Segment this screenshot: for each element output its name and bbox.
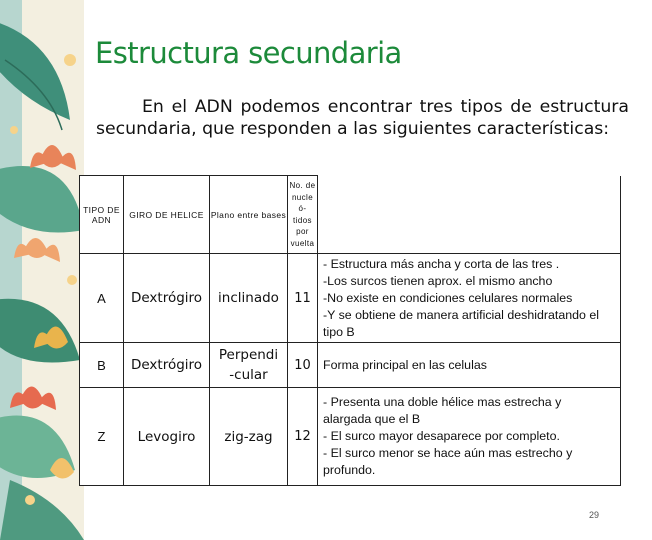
header-blank <box>318 176 621 254</box>
page-number: 29 <box>589 510 600 520</box>
desc-line: Forma principal en las celulas <box>323 357 487 372</box>
cell-tipo: A <box>80 254 124 343</box>
cell-caracteristicas <box>318 388 621 486</box>
cell-caracteristicas <box>318 254 621 343</box>
floral-decoration <box>0 0 84 540</box>
table-header-row <box>80 176 621 254</box>
cell-plano <box>210 343 288 388</box>
header-plano: Plano entre bases <box>210 176 288 254</box>
cell-caracteristicas <box>318 343 621 388</box>
desc-line: -Y se obtiene de manera artificial deshidratando el tipo B <box>323 307 599 339</box>
cell-plano: inclinado <box>210 254 288 343</box>
plano-line: -cular <box>229 367 268 383</box>
desc-line: - El surco menor se hace aún mas estrecho y profundo. <box>323 446 573 477</box>
cell-tipo: B <box>80 343 124 388</box>
plano-line: Perpendi <box>218 347 279 363</box>
slide-title: Estructura secundaria <box>95 36 402 70</box>
desc-line: - El surco mayor desaparece por completo. <box>323 429 560 443</box>
table-row <box>80 254 621 343</box>
desc-line: - Estructura más ancha y corta de las tres . <box>323 256 560 271</box>
header-tipo: TIPO DE ADN <box>80 176 124 254</box>
cell-plano: zig-zag <box>210 388 288 486</box>
cell-nucleotidos: 11 <box>288 254 318 343</box>
dna-structures-table <box>79 175 621 486</box>
cell-giro: Dextrógiro <box>124 343 210 388</box>
header-nucleotidos: No. de nucle ó- tidos por vuelta <box>288 176 318 254</box>
cell-giro: Levogiro <box>124 388 210 486</box>
desc-line: - Presenta una doble hélice mas estrecha y alargada que el B <box>323 395 562 426</box>
desc-line: -Los surcos tienen aprox. el mismo ancho <box>323 273 553 288</box>
cell-nucleotidos: 12 <box>288 388 318 486</box>
table-row <box>80 343 621 388</box>
table-row <box>80 388 621 486</box>
header-giro: GIRO DE HELICE <box>124 176 210 254</box>
cell-giro: Dextrógiro <box>124 254 210 343</box>
desc-line: -No existe en condiciones celulares normales <box>323 290 573 305</box>
intro-paragraph: En el ADN podemos encontrar tres tipos de estructura secundaria, que responden a las siguientes características: <box>96 97 629 139</box>
cell-nucleotidos: 10 <box>288 343 318 388</box>
cell-tipo: Z <box>80 388 124 486</box>
